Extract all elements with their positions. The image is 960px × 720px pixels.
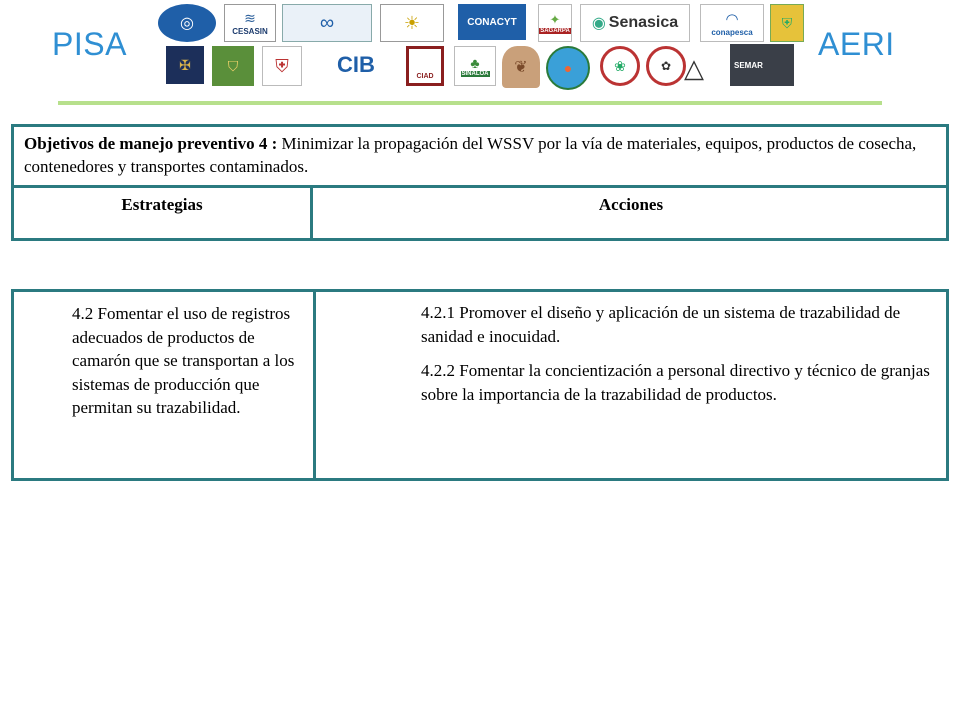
circle-logo-2: ❀ [600,46,640,86]
circle-logo-1: ● [546,46,590,90]
actions-cell [421,301,941,417]
column-divider [313,292,316,478]
ciad-logo: CIAD [406,46,444,86]
comite-bcs-logo: ☀ [380,4,444,42]
comite-logo: ◎ [158,4,216,42]
emblem-logo: ❦ [502,46,540,88]
objective-text [24,132,934,178]
cesasin-logo: ≋ CESASIN [224,4,276,42]
sagarpa-logo: ✦ SAGARPA [538,4,572,42]
semar-logo: SEMAR [730,44,794,86]
unam-logo: ✠ [166,46,204,84]
circle-logo-3: ✿ [646,46,686,86]
action-item: 4.2.1 Promover el diseño y aplicación de un sistema de trazabilidad de sanidad e inocuidad. [421,303,901,346]
content-table [11,289,949,481]
objective-label: Objetivos de manejo preventivo 4 : [24,134,278,153]
conacyt-logo: CONACYT [458,4,526,40]
pisa-label: PISA [52,26,127,62]
senasica-logo: ◉ Senasica [580,4,690,42]
triangle-logo: △ [684,52,704,83]
objective-table [11,124,949,241]
cib-logo: CIB [328,48,384,82]
column-header-actions: Acciones [598,195,664,214]
shield-logo-1: ⛉ [212,46,254,86]
column-header-row [14,185,946,241]
aeri-label: AERI [818,26,895,62]
shield-logo-2: ⛨ [262,46,302,86]
strategy-cell: 4.2 Fomentar el uso de registros adecuados de productos de camarón que se transportan a los sistemas de producción que permitan su trazabilidad. [72,304,295,417]
comite-nayarit-logo: ∞ [282,4,372,42]
state-shield-logo: ⛨ [770,4,804,42]
column-header-strategies: Estrategias [14,188,313,241]
divider-line [58,101,882,105]
sinaloa-logo: ♣ SINALOA [454,46,496,86]
conapesca-logo: ◠ conapesca [700,4,764,42]
objective-description: Minimizar la propagación del WSSV por la vía de materiales, equipos, productos de cosecha, contenedores y transportes contaminados. [24,134,917,176]
action-item: 4.2.2 Fomentar la concientización a personal directivo y técnico de granjas sobre la importancia de la trazabilidad de productos. [421,361,930,404]
